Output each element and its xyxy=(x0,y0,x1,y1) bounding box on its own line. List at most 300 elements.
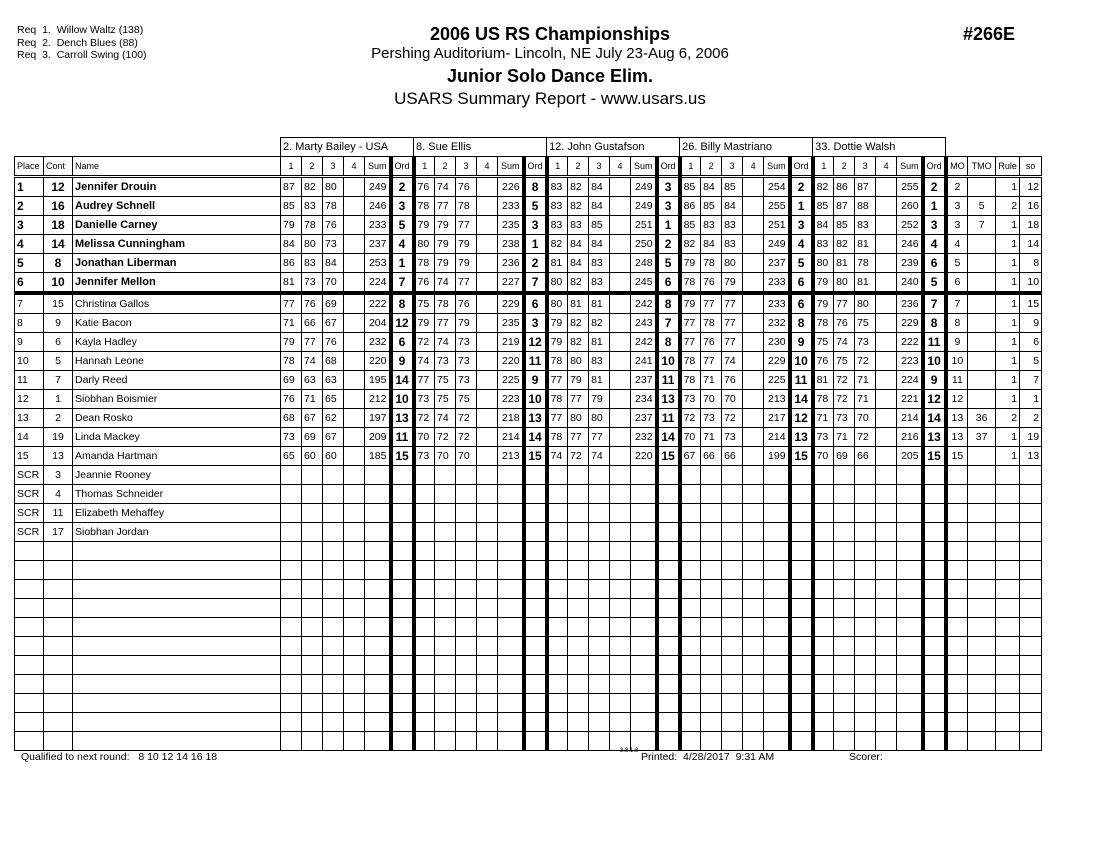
empty-cell xyxy=(834,694,855,713)
ordinal-cell: 6 xyxy=(790,273,813,294)
empty-cell xyxy=(834,732,855,751)
score-cell: 78 xyxy=(323,197,344,216)
empty-cell xyxy=(435,561,456,580)
contestant-number: 2 xyxy=(44,409,73,428)
empty-cell xyxy=(44,713,73,732)
score-cell xyxy=(344,409,365,428)
empty-cell xyxy=(281,732,302,751)
score-cell: 75 xyxy=(834,352,855,371)
ordinal-cell: 1 xyxy=(391,254,414,273)
score-cell: 79 xyxy=(414,314,435,333)
score-cell: 87 xyxy=(281,177,302,197)
so-cell: 15 xyxy=(1020,293,1042,314)
score-cell xyxy=(414,485,435,504)
skater-name: Katie Bacon xyxy=(73,314,281,333)
empty-cell xyxy=(996,542,1020,561)
ordinal-cell: 11 xyxy=(391,428,414,447)
score-cell: 78 xyxy=(680,371,701,390)
score-cell: 73 xyxy=(414,390,435,409)
judge-name-3: 12. John Gustafson xyxy=(547,138,680,157)
empty-cell xyxy=(946,561,968,580)
score-cell xyxy=(743,216,764,235)
empty-cell xyxy=(477,580,498,599)
empty-cell xyxy=(722,694,743,713)
empty-cell xyxy=(834,656,855,675)
score-cell: 79 xyxy=(435,216,456,235)
score-cell: 78 xyxy=(281,352,302,371)
empty-cell xyxy=(391,656,414,675)
empty-cell xyxy=(365,542,391,561)
score-cell xyxy=(477,273,498,294)
score-cell: 82 xyxy=(302,177,323,197)
score-cell: 73 xyxy=(323,235,344,254)
ordinal-cell: 5 xyxy=(391,216,414,235)
score-cell xyxy=(456,523,477,542)
score-cell: 67 xyxy=(302,409,323,428)
mo-cell xyxy=(946,523,968,542)
ordinal-cell xyxy=(657,485,680,504)
score-cell xyxy=(743,197,764,216)
score-cell xyxy=(722,523,743,542)
sum-cell: 229 xyxy=(897,314,923,333)
so-cell: 13 xyxy=(1020,447,1042,466)
empty-cell xyxy=(657,675,680,694)
empty-cell xyxy=(631,694,657,713)
score-cell xyxy=(813,504,834,523)
score-cell xyxy=(743,390,764,409)
ordinal-cell: 4 xyxy=(790,235,813,254)
rule-cell xyxy=(996,523,1020,542)
sum-cell: 214 xyxy=(764,428,790,447)
score-cell xyxy=(722,466,743,485)
judge-name-5: 33. Dottie Walsh xyxy=(813,138,946,157)
skater-name: Jennifer Mellon xyxy=(73,273,281,294)
requirements-list xyxy=(17,24,147,62)
empty-cell xyxy=(498,599,524,618)
sum-cell: 255 xyxy=(764,197,790,216)
empty-cell xyxy=(610,542,631,561)
score-cell: 78 xyxy=(547,390,568,409)
score-cell: 78 xyxy=(855,254,876,273)
col-judge1-2: 2 xyxy=(302,157,323,177)
score-cell: 77 xyxy=(568,390,589,409)
empty-cell xyxy=(1020,637,1042,656)
sum-cell xyxy=(897,485,923,504)
empty-cell xyxy=(722,637,743,656)
score-cell xyxy=(568,504,589,523)
empty-cell xyxy=(722,599,743,618)
empty-cell xyxy=(323,542,344,561)
empty-cell xyxy=(344,561,365,580)
score-cell xyxy=(743,409,764,428)
score-cell: 83 xyxy=(302,197,323,216)
col-judge1-ord: Ord xyxy=(391,157,414,177)
empty-cell xyxy=(790,732,813,751)
empty-cell xyxy=(876,580,897,599)
score-cell: 83 xyxy=(547,197,568,216)
score-cell xyxy=(610,177,631,197)
score-cell: 79 xyxy=(281,216,302,235)
sum-cell xyxy=(365,523,391,542)
blank-cell xyxy=(946,138,1042,157)
empty-cell xyxy=(414,618,435,637)
sum-cell: 185 xyxy=(365,447,391,466)
empty-cell xyxy=(701,618,722,637)
ordinal-cell: 6 xyxy=(524,293,547,314)
empty-cell xyxy=(610,561,631,580)
empty-cell xyxy=(15,542,44,561)
rule-cell: 1 xyxy=(996,390,1020,409)
empty-cell xyxy=(344,732,365,751)
mo-cell: 13 xyxy=(946,428,968,447)
tmo-cell xyxy=(968,504,996,523)
score-cell xyxy=(456,485,477,504)
empty-cell xyxy=(73,561,281,580)
score-cell: 78 xyxy=(813,390,834,409)
empty-cell xyxy=(477,618,498,637)
sum-cell: 233 xyxy=(764,273,790,294)
version-code: 3.8.1.8 xyxy=(620,748,639,754)
score-cell: 72 xyxy=(722,409,743,428)
score-cell xyxy=(610,314,631,333)
score-cell xyxy=(743,504,764,523)
empty-cell xyxy=(435,732,456,751)
empty-cell xyxy=(1020,656,1042,675)
table-row xyxy=(15,466,1042,485)
score-cell: 75 xyxy=(855,314,876,333)
score-cell xyxy=(610,466,631,485)
empty-cell xyxy=(302,656,323,675)
so-cell: 10 xyxy=(1020,273,1042,294)
contestant-number: 9 xyxy=(44,314,73,333)
score-cell xyxy=(456,466,477,485)
score-cell: 79 xyxy=(680,254,701,273)
empty-cell xyxy=(344,637,365,656)
empty-cell xyxy=(414,713,435,732)
score-cell xyxy=(876,254,897,273)
score-cell: 78 xyxy=(414,197,435,216)
empty-cell xyxy=(834,618,855,637)
score-cell: 82 xyxy=(813,177,834,197)
empty-cell xyxy=(631,656,657,675)
ordinal-cell xyxy=(524,466,547,485)
empty-cell xyxy=(946,542,968,561)
sum-cell: 230 xyxy=(764,333,790,352)
score-cell: 79 xyxy=(547,333,568,352)
score-cell xyxy=(344,177,365,197)
empty-cell xyxy=(1020,675,1042,694)
ordinal-cell: 8 xyxy=(657,293,680,314)
col-judge3-ord: Ord xyxy=(657,157,680,177)
score-cell: 79 xyxy=(547,314,568,333)
mo-cell: 6 xyxy=(946,273,968,294)
score-cell: 76 xyxy=(414,273,435,294)
sum-cell xyxy=(631,485,657,504)
score-cell: 66 xyxy=(855,447,876,466)
empty-cell xyxy=(456,732,477,751)
sum-cell: 232 xyxy=(365,333,391,352)
ordinal-cell: 3 xyxy=(657,177,680,197)
score-cell: 84 xyxy=(589,235,610,254)
score-cell xyxy=(344,216,365,235)
ordinal-cell: 10 xyxy=(790,352,813,371)
ordinal-cell: 5 xyxy=(923,273,946,294)
ordinal-cell: 8 xyxy=(923,314,946,333)
skater-name: Audrey Schnell xyxy=(73,197,281,216)
table-row xyxy=(15,235,1042,254)
sum-cell: 235 xyxy=(498,216,524,235)
col-judge5-sum: Sum xyxy=(897,157,923,177)
score-cell xyxy=(610,235,631,254)
empty-cell xyxy=(946,713,968,732)
table-row xyxy=(15,216,1042,235)
ordinal-cell: 10 xyxy=(391,390,414,409)
empty-cell xyxy=(680,542,701,561)
ordinal-cell: 8 xyxy=(524,177,547,197)
score-cell xyxy=(834,485,855,504)
col-judge4-2: 2 xyxy=(701,157,722,177)
score-cell xyxy=(876,390,897,409)
sum-cell: 222 xyxy=(365,293,391,314)
ordinal-cell: 15 xyxy=(790,447,813,466)
sum-cell: 240 xyxy=(897,273,923,294)
skater-name: Linda Mackey xyxy=(73,428,281,447)
empty-cell xyxy=(897,599,923,618)
score-cell xyxy=(435,466,456,485)
empty-cell xyxy=(790,694,813,713)
empty-cell xyxy=(722,580,743,599)
sum-cell: 219 xyxy=(498,333,524,352)
table-row xyxy=(15,523,1042,542)
ordinal-cell xyxy=(391,466,414,485)
sum-cell xyxy=(897,504,923,523)
empty-cell xyxy=(813,732,834,751)
score-cell xyxy=(547,466,568,485)
ordinal-cell: 12 xyxy=(391,314,414,333)
score-cell xyxy=(344,504,365,523)
sum-cell: 251 xyxy=(631,216,657,235)
sum-cell: 229 xyxy=(498,293,524,314)
empty-cell xyxy=(834,713,855,732)
score-cell: 81 xyxy=(589,371,610,390)
empty-cell xyxy=(631,637,657,656)
skater-name: Amanda Hartman xyxy=(73,447,281,466)
place-cell: SCR xyxy=(15,466,44,485)
empty-cell xyxy=(477,542,498,561)
contestant-number: 3 xyxy=(44,466,73,485)
empty-cell xyxy=(834,637,855,656)
empty-cell xyxy=(722,542,743,561)
tmo-cell: 7 xyxy=(968,216,996,235)
score-cell: 82 xyxy=(568,273,589,294)
score-cell xyxy=(610,523,631,542)
sum-cell xyxy=(365,466,391,485)
empty-cell xyxy=(790,599,813,618)
score-cell xyxy=(610,333,631,352)
sum-cell: 246 xyxy=(897,235,923,254)
empty-cell xyxy=(946,732,968,751)
empty-cell xyxy=(435,542,456,561)
score-cell: 81 xyxy=(568,293,589,314)
score-cell xyxy=(876,293,897,314)
ordinal-cell: 13 xyxy=(923,428,946,447)
mo-cell: 5 xyxy=(946,254,968,273)
empty-cell xyxy=(813,561,834,580)
empty-cell xyxy=(524,713,547,732)
score-cell: 73 xyxy=(456,352,477,371)
empty-cell xyxy=(855,599,876,618)
contestant-number: 5 xyxy=(44,352,73,371)
place-cell: 15 xyxy=(15,447,44,466)
so-cell: 18 xyxy=(1020,216,1042,235)
empty-cell xyxy=(610,713,631,732)
venue-dates: Pershing Auditorium- Lincoln, NE July 23-Aug 6, 2006 xyxy=(371,45,729,62)
place-cell: 6 xyxy=(15,273,44,294)
score-cell: 83 xyxy=(722,235,743,254)
empty-cell xyxy=(414,675,435,694)
empty-cell xyxy=(365,732,391,751)
score-cell: 77 xyxy=(568,428,589,447)
empty-cell xyxy=(764,694,790,713)
table-row xyxy=(15,371,1042,390)
score-cell: 71 xyxy=(855,371,876,390)
score-cell: 78 xyxy=(701,314,722,333)
empty-cell xyxy=(743,637,764,656)
ordinal-cell: 1 xyxy=(524,235,547,254)
col-mo: MO xyxy=(946,157,968,177)
score-cell xyxy=(323,466,344,485)
empty-cell xyxy=(365,675,391,694)
empty-cell xyxy=(813,713,834,732)
score-cell: 75 xyxy=(456,390,477,409)
empty-cell xyxy=(657,580,680,599)
tmo-cell xyxy=(968,523,996,542)
score-cell xyxy=(610,390,631,409)
empty-cell xyxy=(897,580,923,599)
table-row xyxy=(15,197,1042,216)
place-cell: 12 xyxy=(15,390,44,409)
score-cell xyxy=(610,197,631,216)
score-cell xyxy=(477,333,498,352)
empty-cell xyxy=(524,599,547,618)
empty-cell xyxy=(302,618,323,637)
empty-cell xyxy=(456,542,477,561)
ordinal-cell: 1 xyxy=(790,197,813,216)
ordinal-cell: 11 xyxy=(657,409,680,428)
place-cell: SCR xyxy=(15,523,44,542)
score-cell xyxy=(477,216,498,235)
contestant-number: 19 xyxy=(44,428,73,447)
empty-cell xyxy=(701,542,722,561)
score-cell xyxy=(813,466,834,485)
empty-cell xyxy=(344,542,365,561)
score-cell: 67 xyxy=(680,447,701,466)
empty-cell xyxy=(743,732,764,751)
qualified-list: Qualified to next round: 8 10 12 14 16 18 xyxy=(21,751,218,763)
sum-cell: 197 xyxy=(365,409,391,428)
empty-cell xyxy=(15,694,44,713)
sum-cell xyxy=(631,504,657,523)
tmo-cell xyxy=(968,333,996,352)
empty-cell xyxy=(764,675,790,694)
empty-cell xyxy=(813,618,834,637)
score-cell: 65 xyxy=(323,390,344,409)
mo-cell: 4 xyxy=(946,235,968,254)
empty-cell xyxy=(73,713,281,732)
empty-cell xyxy=(365,656,391,675)
empty-cell xyxy=(344,694,365,713)
empty-cell xyxy=(302,713,323,732)
place-cell: 10 xyxy=(15,352,44,371)
ordinal-cell: 5 xyxy=(657,254,680,273)
ordinal-cell: 3 xyxy=(524,216,547,235)
empty-cell xyxy=(44,675,73,694)
empty-cell xyxy=(391,675,414,694)
score-cell: 86 xyxy=(680,197,701,216)
ordinal-cell: 11 xyxy=(790,371,813,390)
so-cell xyxy=(1020,523,1042,542)
score-cell xyxy=(323,485,344,504)
score-cell xyxy=(876,216,897,235)
empty-cell xyxy=(610,618,631,637)
empty-cell xyxy=(589,542,610,561)
ordinal-cell xyxy=(923,485,946,504)
ordinal-cell xyxy=(524,523,547,542)
contestant-number: 7 xyxy=(44,371,73,390)
empty-cell xyxy=(73,694,281,713)
score-cell: 84 xyxy=(589,197,610,216)
empty-cell xyxy=(923,656,946,675)
col-judge1-sum: Sum xyxy=(365,157,391,177)
score-cell xyxy=(610,371,631,390)
ordinal-cell: 3 xyxy=(524,314,547,333)
score-cell xyxy=(743,314,764,333)
score-cell: 81 xyxy=(281,273,302,294)
score-cell xyxy=(568,466,589,485)
rule-cell: 2 xyxy=(996,197,1020,216)
so-cell: 16 xyxy=(1020,197,1042,216)
empty-cell xyxy=(547,599,568,618)
empty-cell xyxy=(15,599,44,618)
contestant-number: 11 xyxy=(44,504,73,523)
score-cell xyxy=(610,254,631,273)
empty-cell xyxy=(968,542,996,561)
sum-cell xyxy=(365,485,391,504)
empty-cell xyxy=(764,561,790,580)
rule-cell: 1 xyxy=(996,293,1020,314)
empty-cell xyxy=(281,561,302,580)
empty-cell xyxy=(589,656,610,675)
col-judge4-4: 4 xyxy=(743,157,764,177)
mo-cell: 13 xyxy=(946,409,968,428)
empty-cell xyxy=(547,732,568,751)
table-row xyxy=(15,314,1042,333)
score-cell: 69 xyxy=(323,293,344,314)
score-cell: 77 xyxy=(722,314,743,333)
empty-cell xyxy=(73,656,281,675)
empty-cell xyxy=(680,675,701,694)
empty-cell xyxy=(435,675,456,694)
mo-cell: 3 xyxy=(946,216,968,235)
score-cell xyxy=(344,293,365,314)
score-cell: 81 xyxy=(547,254,568,273)
empty-cell xyxy=(498,561,524,580)
empty-cell xyxy=(524,580,547,599)
empty-cell xyxy=(323,637,344,656)
empty-cell xyxy=(44,561,73,580)
so-cell: 12 xyxy=(1020,177,1042,197)
score-cell xyxy=(680,504,701,523)
